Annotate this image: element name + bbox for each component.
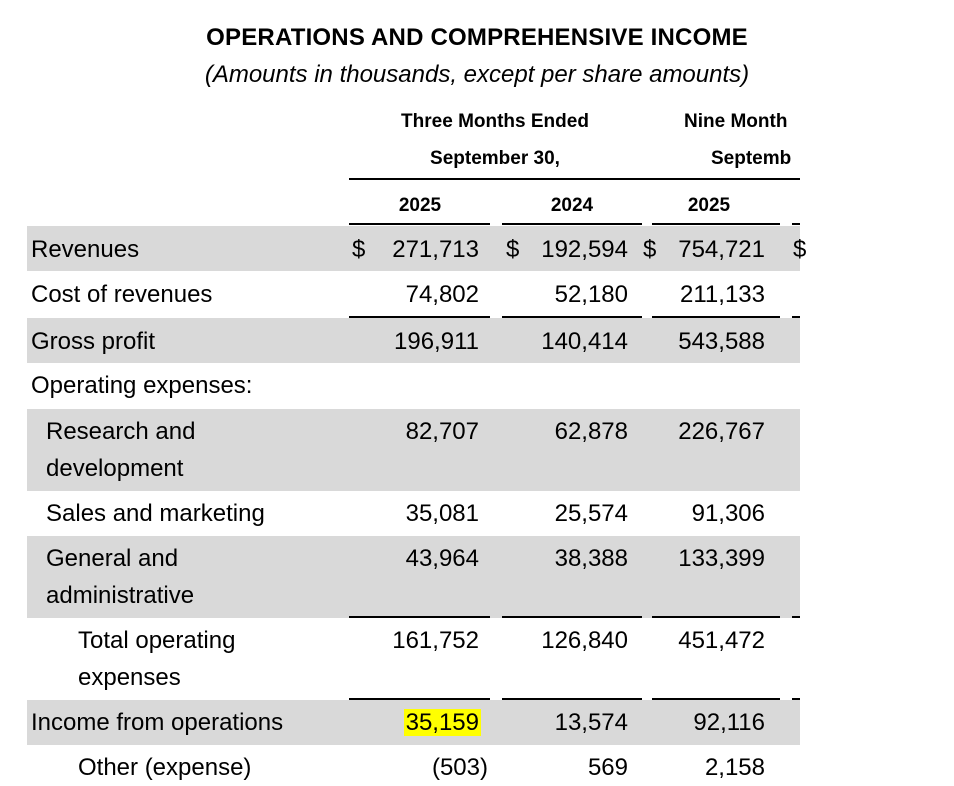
- statement-subtitle: (Amounts in thousands, except per share amounts): [204, 61, 750, 88]
- other-col-3: 2,158: [704, 754, 765, 781]
- cost-rule-3: [652, 316, 780, 318]
- currency-symbol: $: [352, 236, 366, 263]
- year-rule-4: [792, 223, 800, 225]
- sales-col-1: 35,081: [405, 500, 479, 527]
- year-rule-3: [652, 223, 780, 225]
- revenues-col-2: 192,594: [541, 236, 628, 263]
- currency-symbol: $: [793, 236, 807, 263]
- general-rule-1: [349, 616, 490, 618]
- row-label-total-operating: Total operating expenses: [78, 627, 236, 691]
- total-rule-2: [502, 698, 642, 700]
- row-label-research: Research and development: [46, 418, 196, 482]
- row-label-general-admin: General and administrative: [46, 545, 195, 609]
- research-col-2: 62,878: [554, 418, 628, 445]
- income-col-1: [404, 704, 481, 741]
- nine-months-header-line2: Septemb: [711, 148, 792, 169]
- row-label-revenues: Revenues: [31, 236, 140, 263]
- gross-col-1: 196,911: [394, 328, 479, 355]
- sales-col-2: 25,574: [554, 500, 628, 527]
- currency-symbol: $: [643, 236, 657, 263]
- total-col-2: 126,840: [541, 627, 628, 654]
- cost-rule-1: [349, 316, 490, 318]
- general-rule-4: [792, 616, 800, 618]
- total-rule-3: [652, 698, 780, 700]
- cost-rule-2: [502, 316, 642, 318]
- gross-col-2: 140,414: [541, 328, 628, 355]
- general-col-1: 43,964: [405, 545, 479, 572]
- general-col-2: 38,388: [554, 545, 628, 572]
- year-rule-2: [502, 223, 642, 225]
- income-col-3: 92,116: [693, 709, 765, 736]
- total-col-3: 451,472: [678, 627, 765, 654]
- other-col-1: (503): [431, 754, 488, 781]
- year-col-2: 2024: [550, 195, 594, 216]
- row-label-gross-profit: Gross profit: [31, 328, 156, 355]
- row-label-cost-of-revenues: Cost of revenues: [31, 281, 213, 308]
- revenues-col-3: 754,721: [678, 236, 765, 263]
- cost-col-1: 74,802: [405, 281, 479, 308]
- cost-rule-4: [792, 316, 800, 318]
- research-col-1: 82,707: [405, 418, 479, 445]
- revenues-col-1: 271,713: [392, 236, 479, 263]
- statement-title: OPERATIONS AND COMPREHENSIVE INCOME: [206, 24, 748, 51]
- total-rule-4: [792, 698, 800, 700]
- research-col-3: 226,767: [678, 418, 765, 445]
- general-rule-2: [502, 616, 642, 618]
- year-rule-1: [349, 223, 490, 225]
- row-label-other-expense: Other (expense): [78, 754, 252, 781]
- general-col-3: 133,399: [678, 545, 765, 572]
- cost-col-2: 52,180: [554, 281, 628, 308]
- total-rule-1: [349, 698, 490, 700]
- cost-col-3: 211,133: [680, 281, 765, 308]
- year-col-1: 2025: [398, 195, 442, 216]
- nine-months-header-line1: Nine Month: [684, 111, 788, 132]
- other-col-2: 569: [587, 754, 628, 781]
- gross-col-3: 543,588: [678, 328, 765, 355]
- income-col-2: 13,574: [554, 709, 628, 736]
- row-label-income-operations: Income from operations: [31, 709, 284, 736]
- three-months-header-line2: September 30,: [430, 148, 560, 169]
- sales-col-3: 91,306: [691, 500, 765, 527]
- year-col-3: 2025: [687, 195, 731, 216]
- general-rule-3: [652, 616, 780, 618]
- total-col-1: 161,752: [392, 627, 479, 654]
- row-label-operating-expenses: Operating expenses:: [31, 372, 253, 399]
- row-label-sales-marketing: Sales and marketing: [46, 500, 265, 527]
- highlighted-value: 35,159: [405, 709, 479, 736]
- currency-symbol: $: [506, 236, 520, 263]
- three-months-header-line1: Three Months Ended: [401, 111, 589, 132]
- header-rule: [349, 178, 800, 180]
